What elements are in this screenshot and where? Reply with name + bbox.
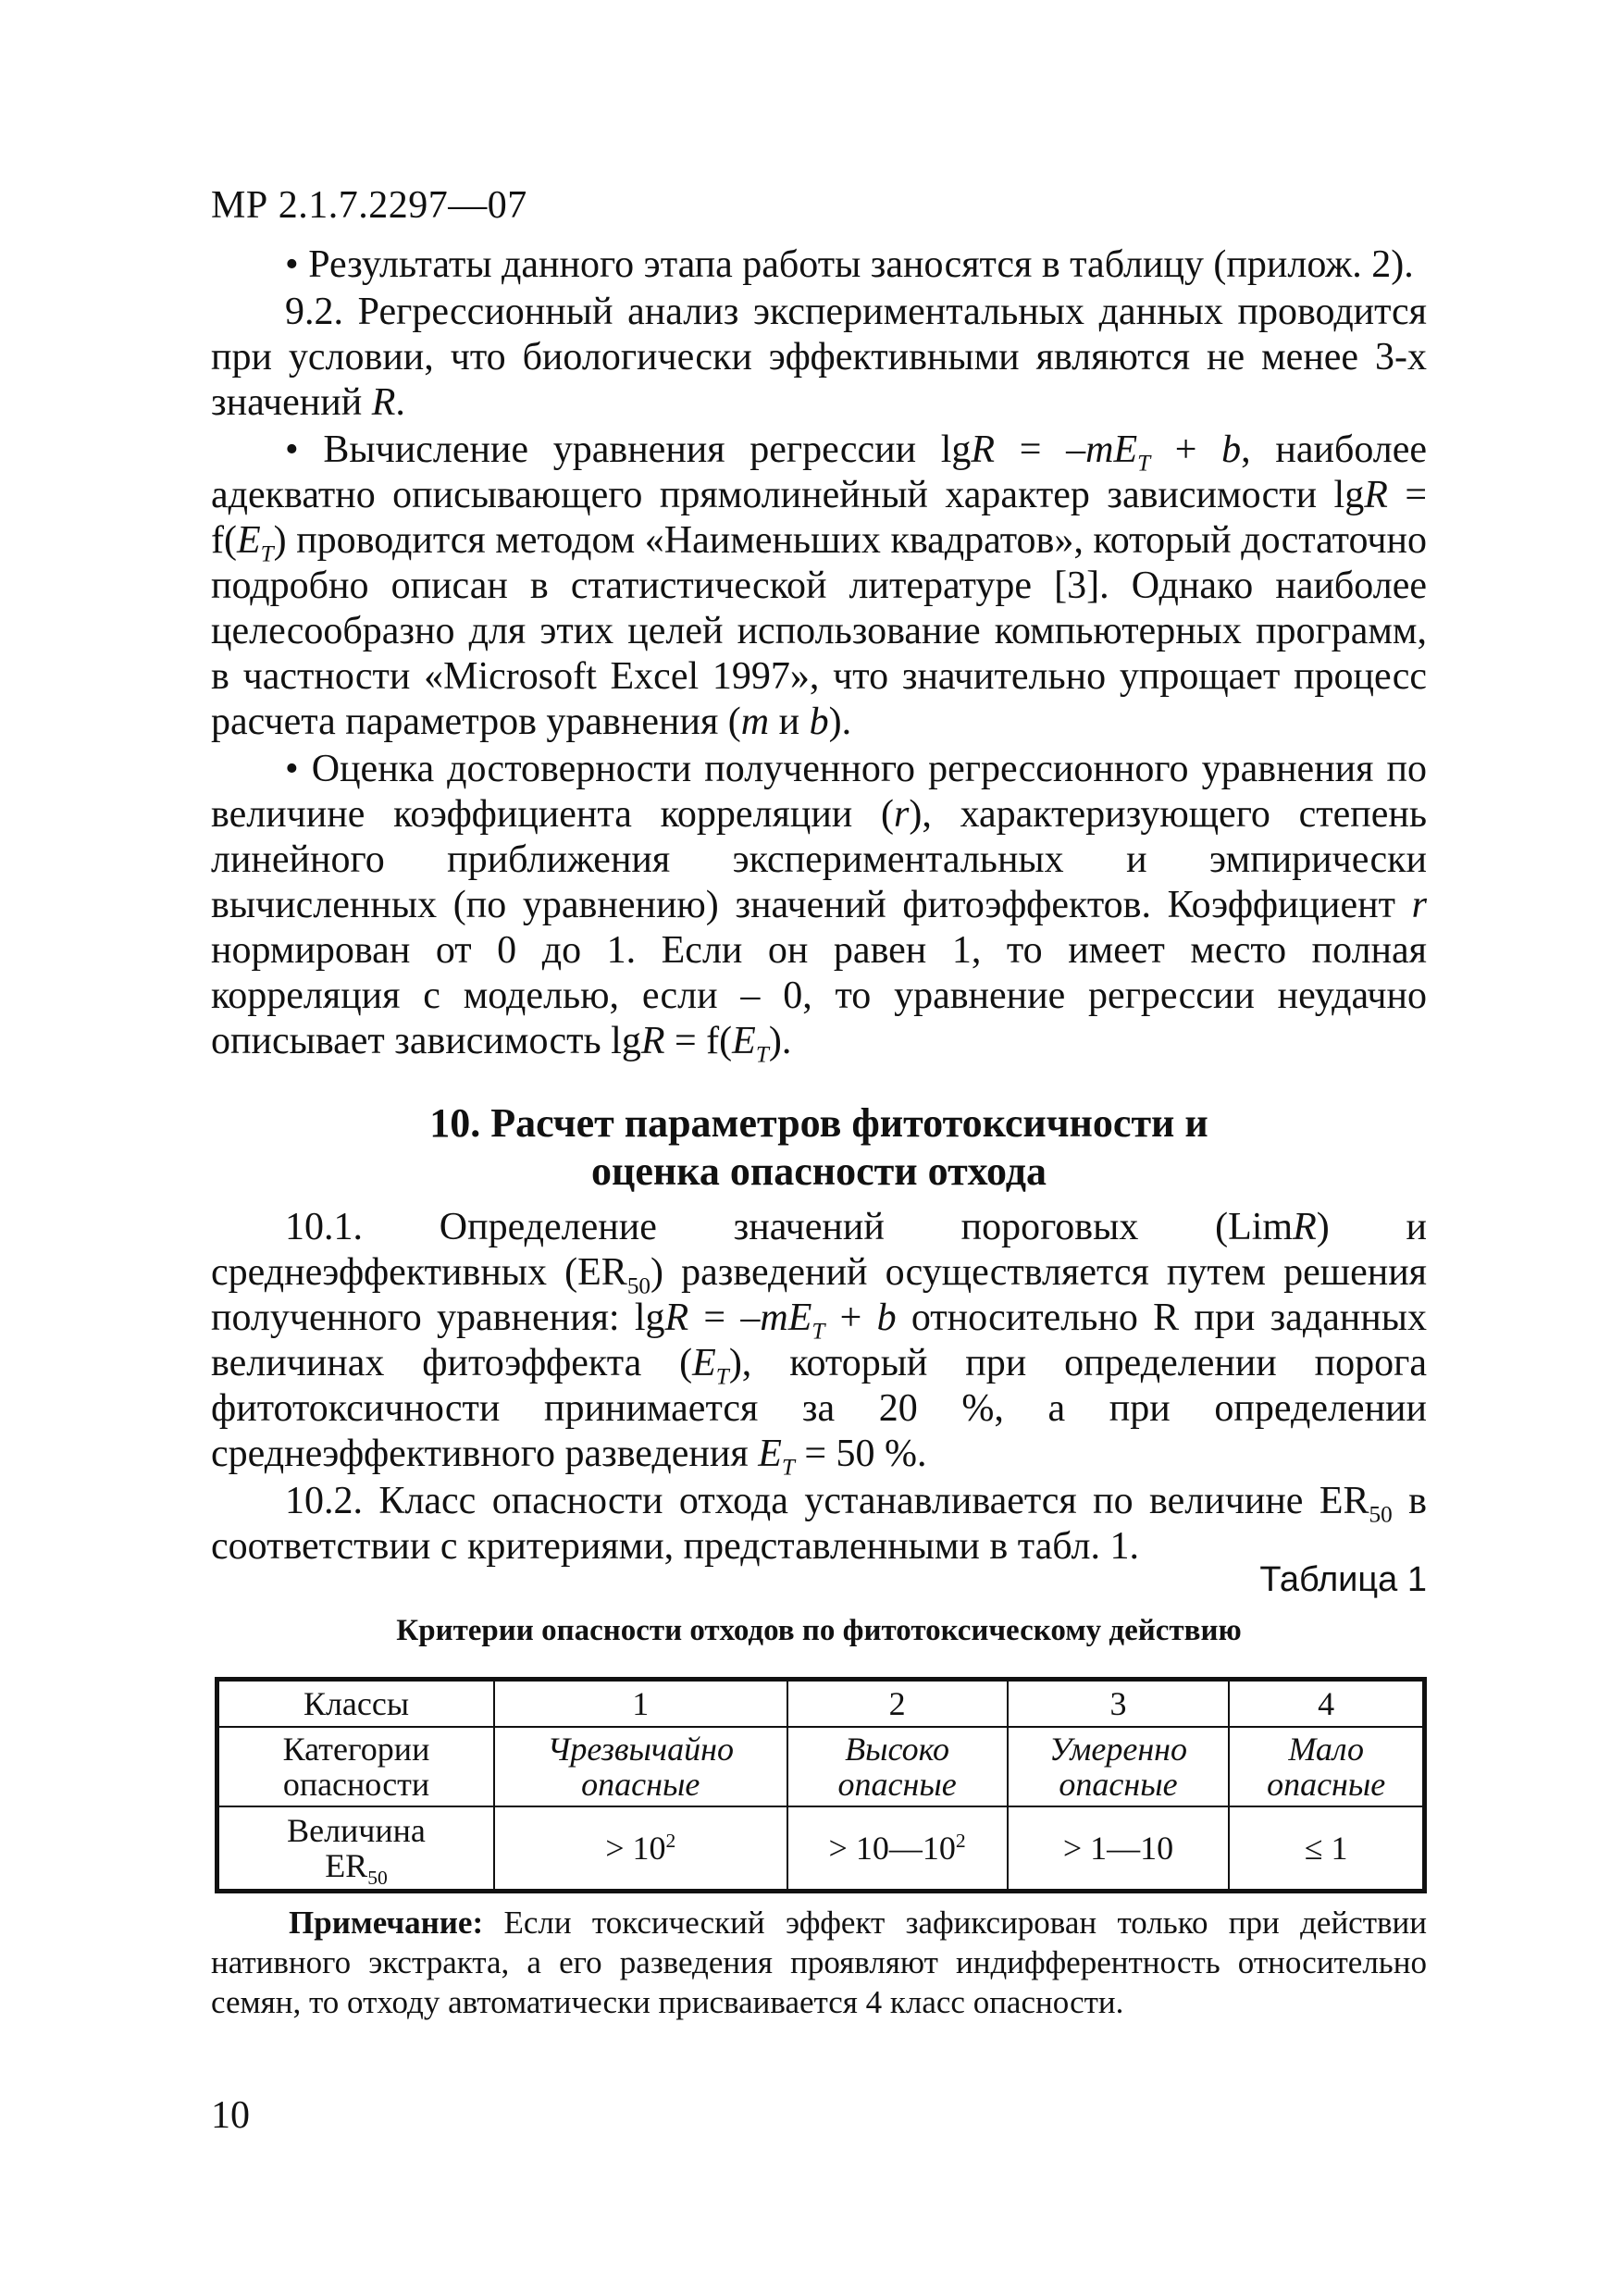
note-label: Примечание: bbox=[289, 1905, 484, 1941]
table-title: Критерии опасности отходов по фитотоксическому действию bbox=[396, 1614, 1242, 1647]
table-caption: Таблица 1 bbox=[1259, 1560, 1427, 1599]
heading-line-2: оценка опасности отхода bbox=[591, 1148, 1047, 1194]
document-code-header: МР 2.1.7.2297—07 bbox=[211, 184, 527, 227]
table-row-categories bbox=[217, 1727, 1425, 1806]
heading-line-1: 10. Расчет параметров фитотоксичности и bbox=[429, 1100, 1208, 1146]
paragraph-results-note: • Результаты данного этапа работы заносятся в таблицу (прилож. 2). bbox=[285, 243, 1414, 286]
paragraph-regression-equation: • Вычисление уравнения регрессии $\lg R = -mE_T + b$, наиболее адекватно описывающего прямолинейный характер зависимости $\lg R = f(E_T)$ проводится методом «Наименьших квадратов», который достаточно подробно описан в статистической литературе [3]. Однако наиболее целесообразно для этих целей использование компьютерных программ, в частности «Microsoft Excel 1997», что значительно упрощает процесс расчета параметров уравнения (m и b). bbox=[211, 428, 1428, 743]
category-1: Чрезвычайно опасные bbox=[494, 1727, 787, 1806]
page-number: 10 bbox=[211, 2094, 250, 2137]
class-1: 1 bbox=[494, 1680, 787, 1728]
row-label-er50: Величина $ER_{50}$ bbox=[217, 1806, 495, 1892]
category-3: Умеренно опасные bbox=[1008, 1727, 1230, 1806]
section-9-text bbox=[211, 242, 1428, 1068]
paragraph-10-1: 10.1. Определение значений пороговых (LimR) и среднеэффективных $(ER_{50})$ разведений осуществляется путем решения полученного уравнения: $\lg R = -mE_T + b$ относительно R при заданных величинах фитоэффекта $(E_T)$, который при определении порога фитотоксичности принимается за 20 %, а при определении среднеэффективного разведения $E_T = 50$ %. bbox=[211, 1206, 1428, 1481]
paragraph-9-2: 9.2. Регрессионный анализ экспериментальных данных проводится при условии, что биологически эффективными являются не менее 3-х значений R. bbox=[211, 291, 1427, 424]
er50-class-1: > $10^2$ bbox=[494, 1806, 787, 1892]
section-10-text bbox=[211, 1205, 1427, 1570]
row-label-classes: Классы bbox=[217, 1680, 495, 1728]
category-4: Мало опасные bbox=[1229, 1727, 1424, 1806]
row-label-categories: Категории опасности bbox=[217, 1727, 495, 1806]
table-row-classes bbox=[217, 1680, 1425, 1728]
class-4: 4 bbox=[1229, 1680, 1424, 1728]
note-text: Если токсический эффект зафиксирован только при действии нативного экстракта, а его разведения проявляют индифферентность относительно семян, то отходу автоматически присваивается 4 класс опасности. bbox=[211, 1905, 1427, 2020]
paragraph-correlation: • Оценка достоверности полученного регрессионного уравнения по величине коэффициента корреляции (r), характеризующего степень линейного приближения экспериментальных и эмпирически вычисленных (по уравнению) значений фитоэффектов. Коэффициент r нормирован от 0 до 1. Если он равен 1, то имеет место полная корреляция с моделью, если – 0, то уравнение регрессии неудачно описывает зависимость $\lg R = f(E_T)$. bbox=[211, 748, 1427, 1068]
criteria-table bbox=[215, 1677, 1427, 1893]
paragraph-10-2: 10.2. Класс опасности отхода устанавливается по величине $ER_{50}$ в соответствии с критериями, представленными в табл. 1. bbox=[211, 1480, 1427, 1568]
category-2: Высоко опасные bbox=[787, 1727, 1008, 1806]
class-3: 3 bbox=[1008, 1680, 1230, 1728]
table-row-er50 bbox=[217, 1806, 1425, 1892]
section-10-heading bbox=[211, 1099, 1427, 1196]
class-2: 2 bbox=[787, 1680, 1008, 1728]
er50-class-3: > 1—10 bbox=[1008, 1806, 1230, 1892]
er50-class-2: > $10—10^2$ bbox=[787, 1806, 1008, 1892]
er50-class-4: ≤ 1 bbox=[1229, 1806, 1424, 1892]
table-note bbox=[211, 1903, 1427, 2022]
